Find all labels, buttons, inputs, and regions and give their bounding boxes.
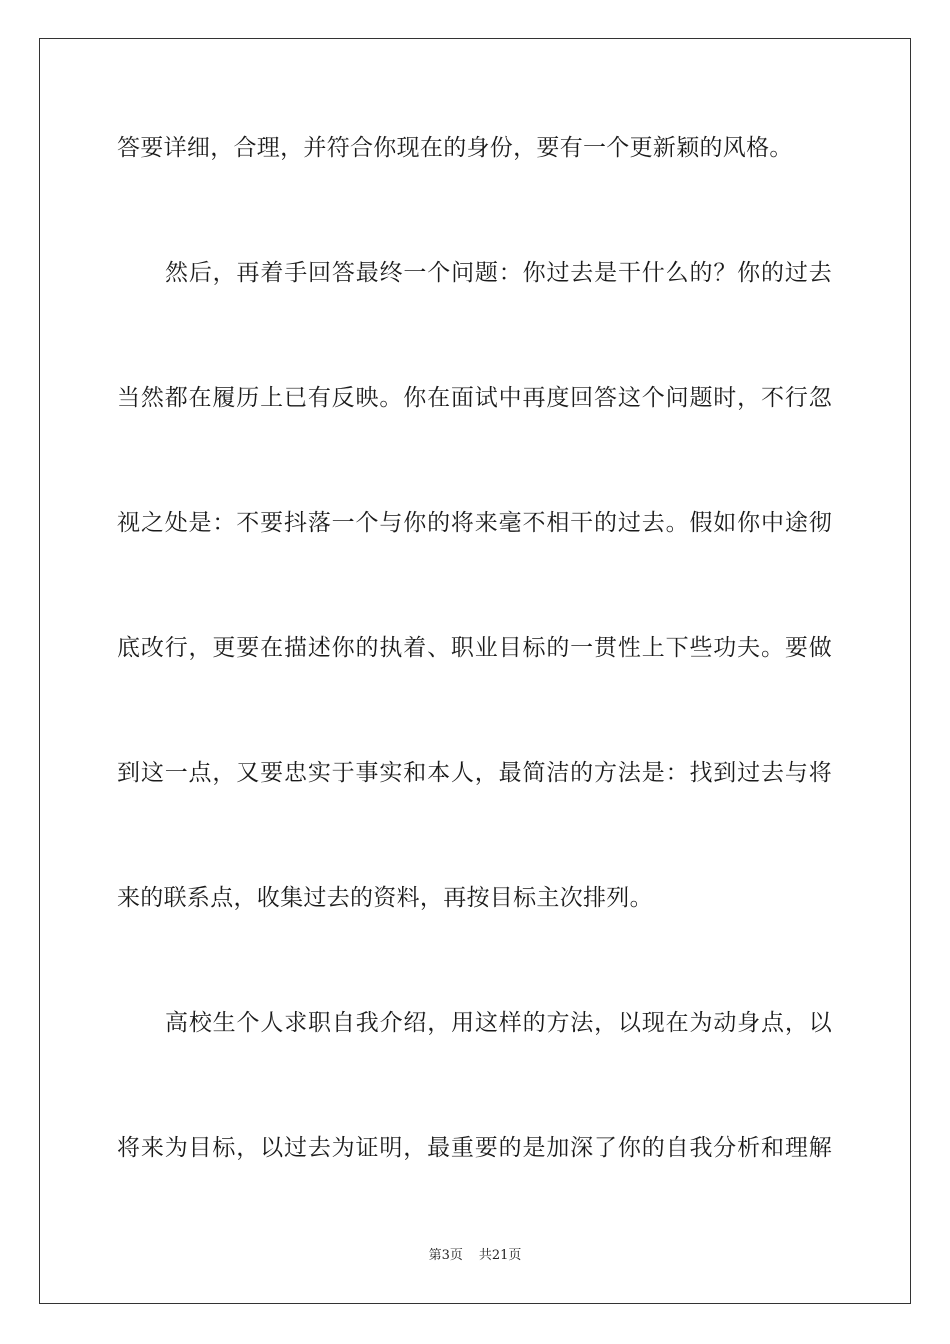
text-line-5: 底改行，更要在描述你的执着、职业目标的一贯性上下些功夫。要做 xyxy=(117,635,832,661)
text-line-8: 高校生个人求职自我介绍，用这样的方法，以现在为动身点，以 xyxy=(165,1010,832,1036)
text-line-2: 然后，再着手回答最终一个问题：你过去是干什么的？你的过去 xyxy=(165,260,832,286)
page-number: 第3页 xyxy=(428,1248,463,1263)
page-total: 共21页 xyxy=(478,1248,522,1263)
text-line-9: 将来为目标，以过去为证明，最重要的是加深了你的自我分析和理解 xyxy=(117,1135,832,1161)
page-border xyxy=(39,38,911,1304)
text-line-3: 当然都在履历上已有反映。你在面试中再度回答这个问题时，不行忽 xyxy=(117,385,832,411)
text-line-6: 到这一点，又要忠实于事实和本人，最简洁的方法是：找到过去与将 xyxy=(117,760,832,786)
text-line-4: 视之处是：不要抖落一个与你的将来毫不相干的过去。假如你中途彻 xyxy=(117,510,832,536)
text-line-7: 来的联系点，收集过去的资料，再按目标主次排列。 xyxy=(117,885,653,911)
page-footer xyxy=(0,1247,950,1265)
text-line-1: 答要详细，合理，并符合你现在的身份，要有一个更新颖的风格。 xyxy=(117,135,793,161)
